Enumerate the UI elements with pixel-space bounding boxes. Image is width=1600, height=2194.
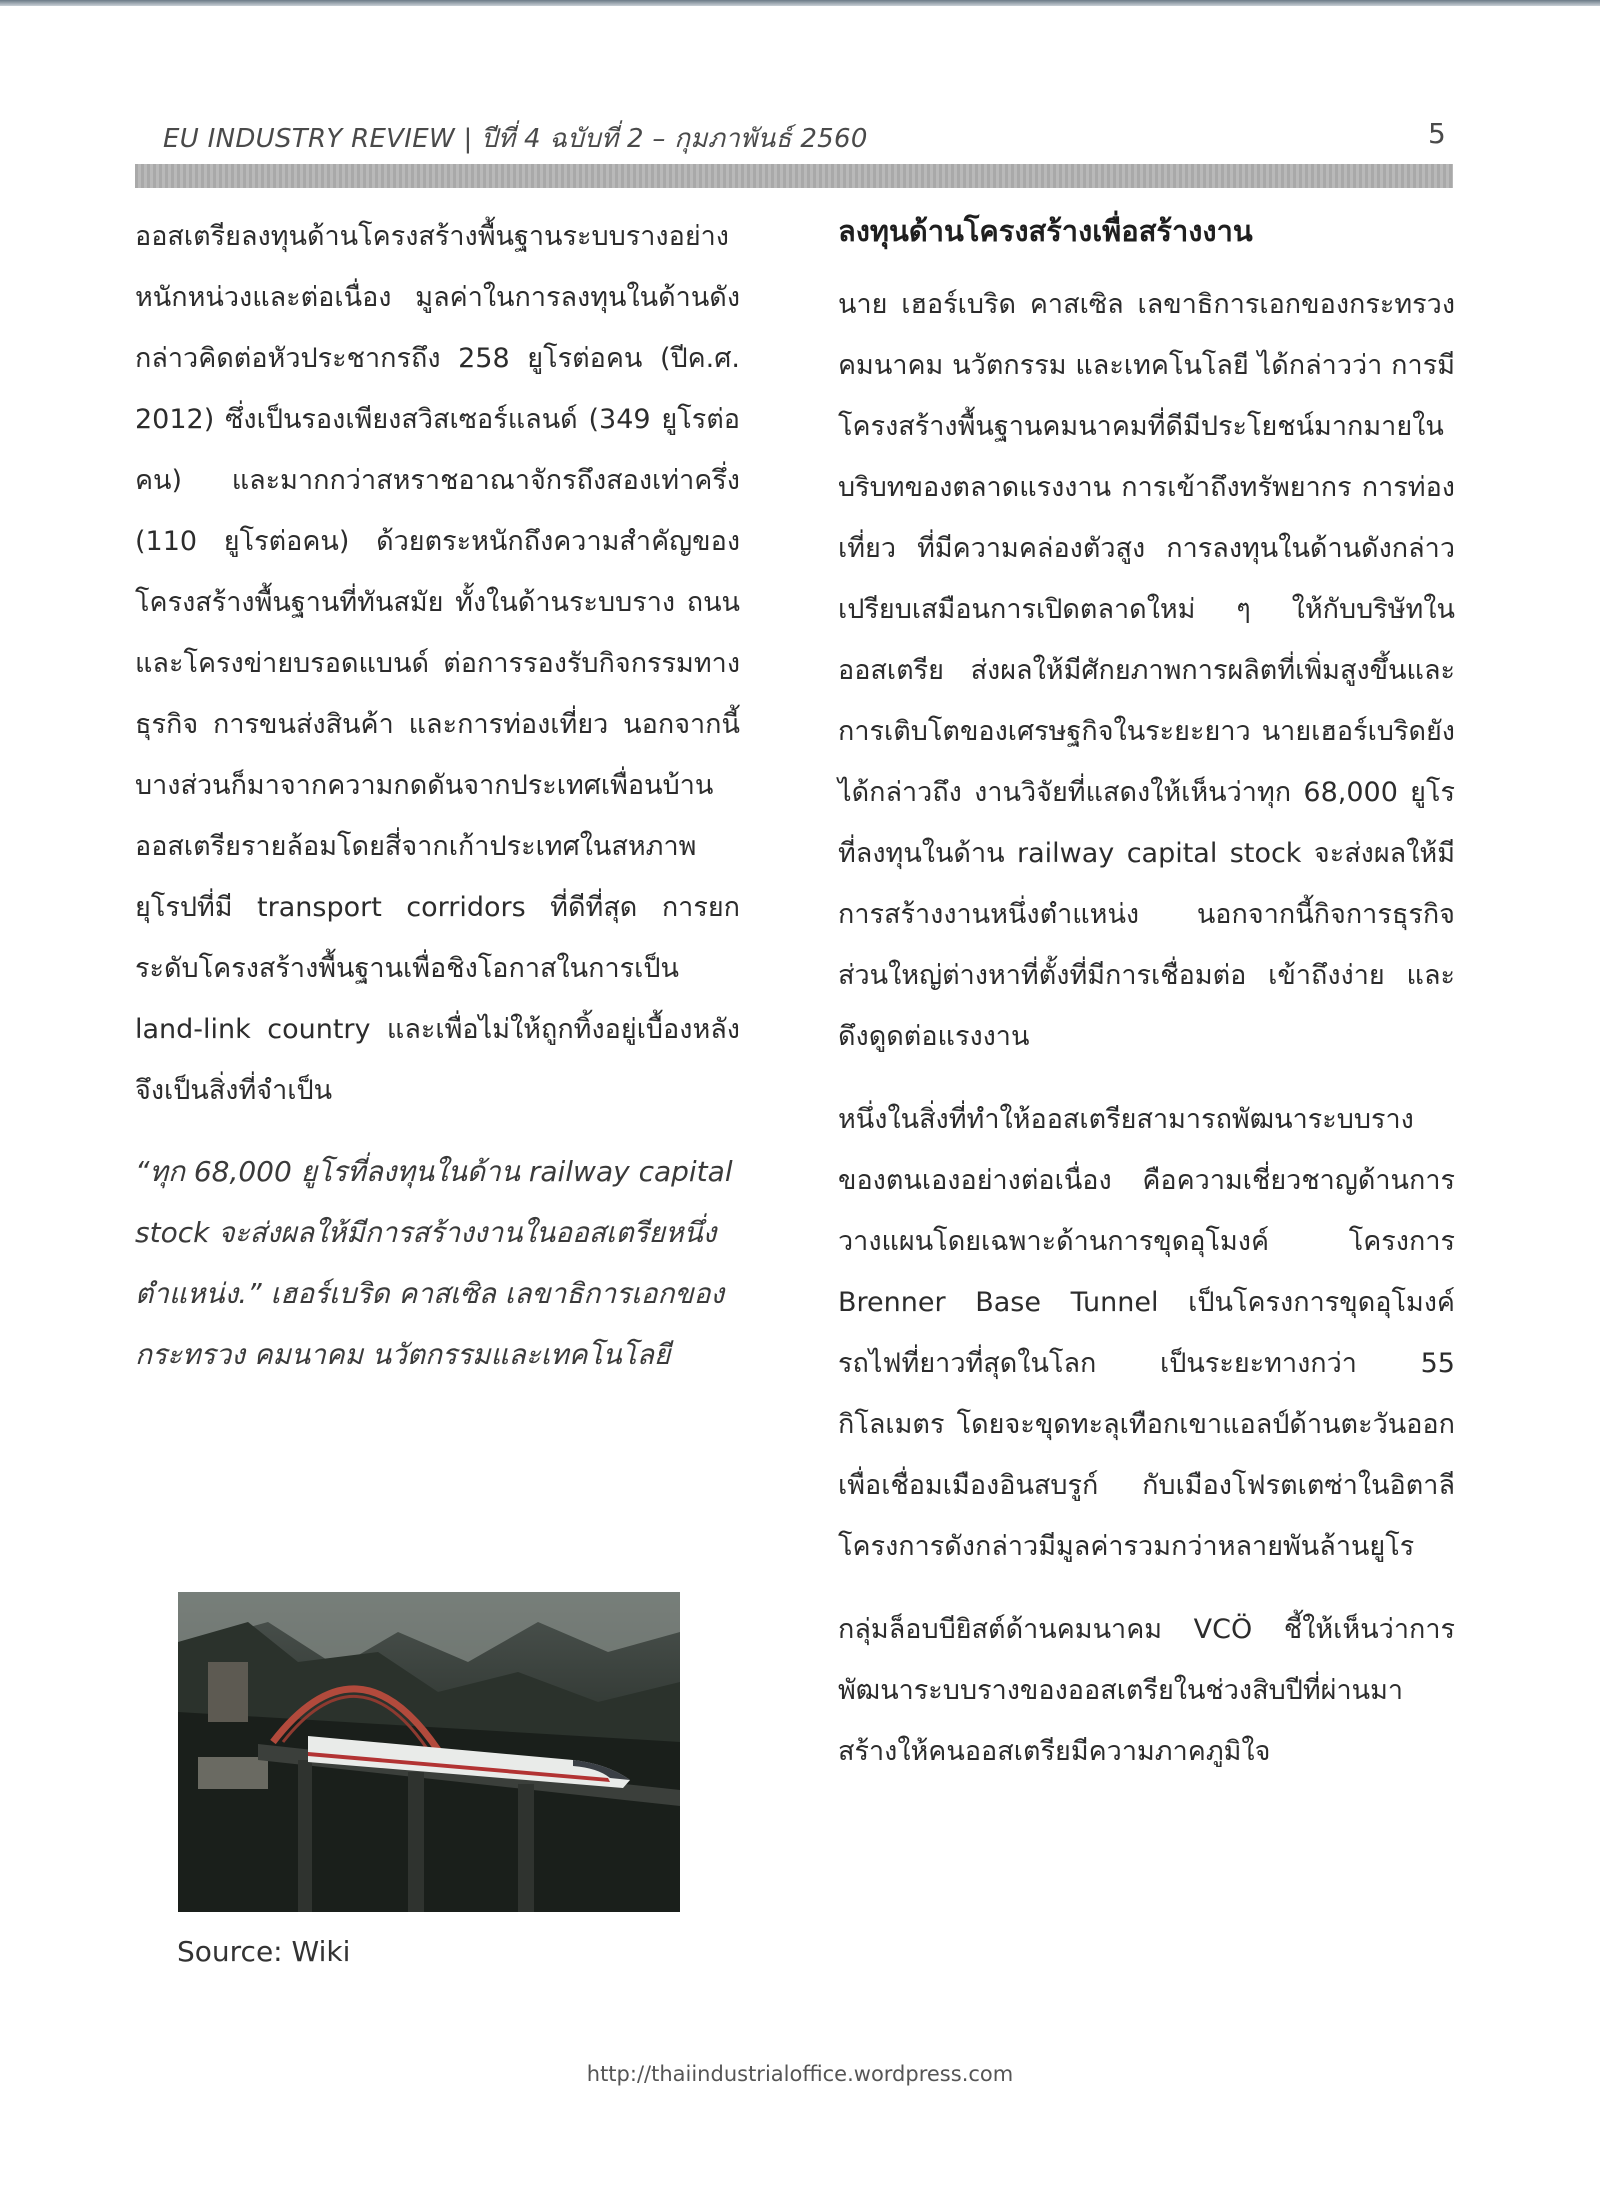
right-paragraph-3: กลุ่มล็อบบียิสต์ด้านคมนาคม VCÖ ชี้ให้เห็นว่าการพัฒนาระบบรางของออสเตรียในช่วงสิบปีที่ผ่านมา สร้างให้คนออสเตรียมีความภาคภูมิใจ [838, 1614, 1455, 1767]
header-rule-bar [135, 164, 1453, 188]
section-heading: ลงทุนด้านโครงสร้างเพื่อสร้างงาน [838, 214, 1253, 248]
right-paragraph-2: หนึ่งในสิ่งที่ทำให้ออสเตรียสามารถพัฒนาระบบรางของตนเองอย่างต่อเนื่อง คือความเชี่ยวชาญด้านการวางแผนโดยเฉพาะด้านการขุดอุโมงค์ โครงการ Brenner Base Tunnel เป็นโครงการขุดอุโมงค์รถไฟที่ยาวที่สุดในโลก เป็นระยะทางกว่า 55 กิโลเมตร โดยจะขุดทะลุเทือกเขาแอลป์ด้านตะวันออกเพื่อเชื่อมเมืองอินสบรูก์ กับเมืองโฟรตเตซ่าในอิตาลี โครงการดังกล่าวมีมูลค่ารวมกว่าหลายพันล้านยูโร [838, 1104, 1455, 1562]
left-column [135, 206, 740, 1385]
train-bridge-photo [178, 1592, 680, 1912]
running-header: EU INDUSTRY REVIEW | ปีที่ 4 ฉบับที่ 2 – กุมภาพันธ์ 2560 [163, 124, 868, 154]
right-column [838, 206, 1455, 1782]
pull-quote: “ทุก 68,000 ยูโรที่ลงทุนในด้าน railway capital stock จะส่งผลให้มีการสร้างงานในออสเตรียหนึ่งตำแหน่ง.” เฮอร์เบริด คาสเซิล เลขาธิการเอกของกระทรวง คมนาคม นวัตกรรมและเทคโนโลยี [135, 1155, 733, 1371]
page-number: 5 [1428, 117, 1446, 150]
scan-top-edge [0, 0, 1600, 6]
left-paragraph-1: ออสเตรียลงทุนด้านโครงสร้างพื้นฐานระบบรางอย่างหนักหน่วงและต่อเนื่อง มูลค่าในการลงทุนในด้านดังกล่าวคิดต่อหัวประชากรถึง 258 ยูโรต่อคน (ปีค.ศ. 2012) ซึ่งเป็นรองเพียงสวิสเซอร์แลนด์ (349 ยูโรต่อคน) และมากกว่าสหราชอาณาจักรถึงสองเท่าครึ่ง (110 ยูโรต่อคน) ด้วยตระหนักถึงความสำคัญของโครงสร้างพื้นฐานที่ทันสมัย ทั้งในด้านระบบราง ถนน และโครงข่ายบรอดแบนด์ ต่อการรองรับกิจกรรมทางธุรกิจ การขนส่งสินค้า และการท่องเที่ยว นอกจากนี้บางส่วนก็มาจากความกดดันจากประเทศเพื่อนบ้าน ออสเตรียรายล้อมโดยสี่จากเก้าประเทศในสหภาพยุโรปที่มี transport corridors ที่ดีที่สุด การยกระดับโครงสร้างพื้นฐานเพื่อชิงโอกาสในการเป็น land-link country และเพื่อไม่ให้ถูกทิ้งอยู่เบื้องหลังจึงเป็นสิ่งที่จำเป็น [135, 221, 740, 1106]
photo-caption: Source: Wiki [177, 1935, 351, 1968]
right-paragraph-1: นาย เฮอร์เบริด คาสเซิล เลขาธิการเอกของกระทรวง คมนาคม นวัตกรรม และเทคโนโลยี ได้กล่าวว่า การมีโครงสร้างพื้นฐานคมนาคมที่ดีมีประโยชน์มากมายในบริบทของตลาดแรงงาน การเข้าถึงทรัพยากร การท่องเที่ยว ที่มีความคล่องตัวสูง การลงทุนในด้านดังกล่าวเปรียบเสมือนการเปิดตลาดใหม่ ๆ ให้กับบริษัทในออสเตรีย ส่งผลให้มีศักยภาพการผลิตที่เพิ่มสูงขึ้นและการเติบโตของเศรษฐกิจในระยะยาว นายเฮอร์เบริดยังได้กล่าวถึง งานวิจัยที่แสดงให้เห็นว่าทุก 68,000 ยูโรที่ลงทุนในด้าน railway capital stock จะส่งผลให้มีการสร้างงานหนึ่งตำแหน่ง นอกจากนี้กิจการธุรกิจส่วนใหญ่ต่างหาที่ตั้งที่มีการเชื่อมต่อ เข้าถึงง่าย และดึงดูดต่อแรงงาน [838, 289, 1455, 1052]
train-bridge-illustration [178, 1592, 680, 1912]
footer-url: http://thaiindustrialoffice.wordpress.com [586, 2062, 1014, 2086]
